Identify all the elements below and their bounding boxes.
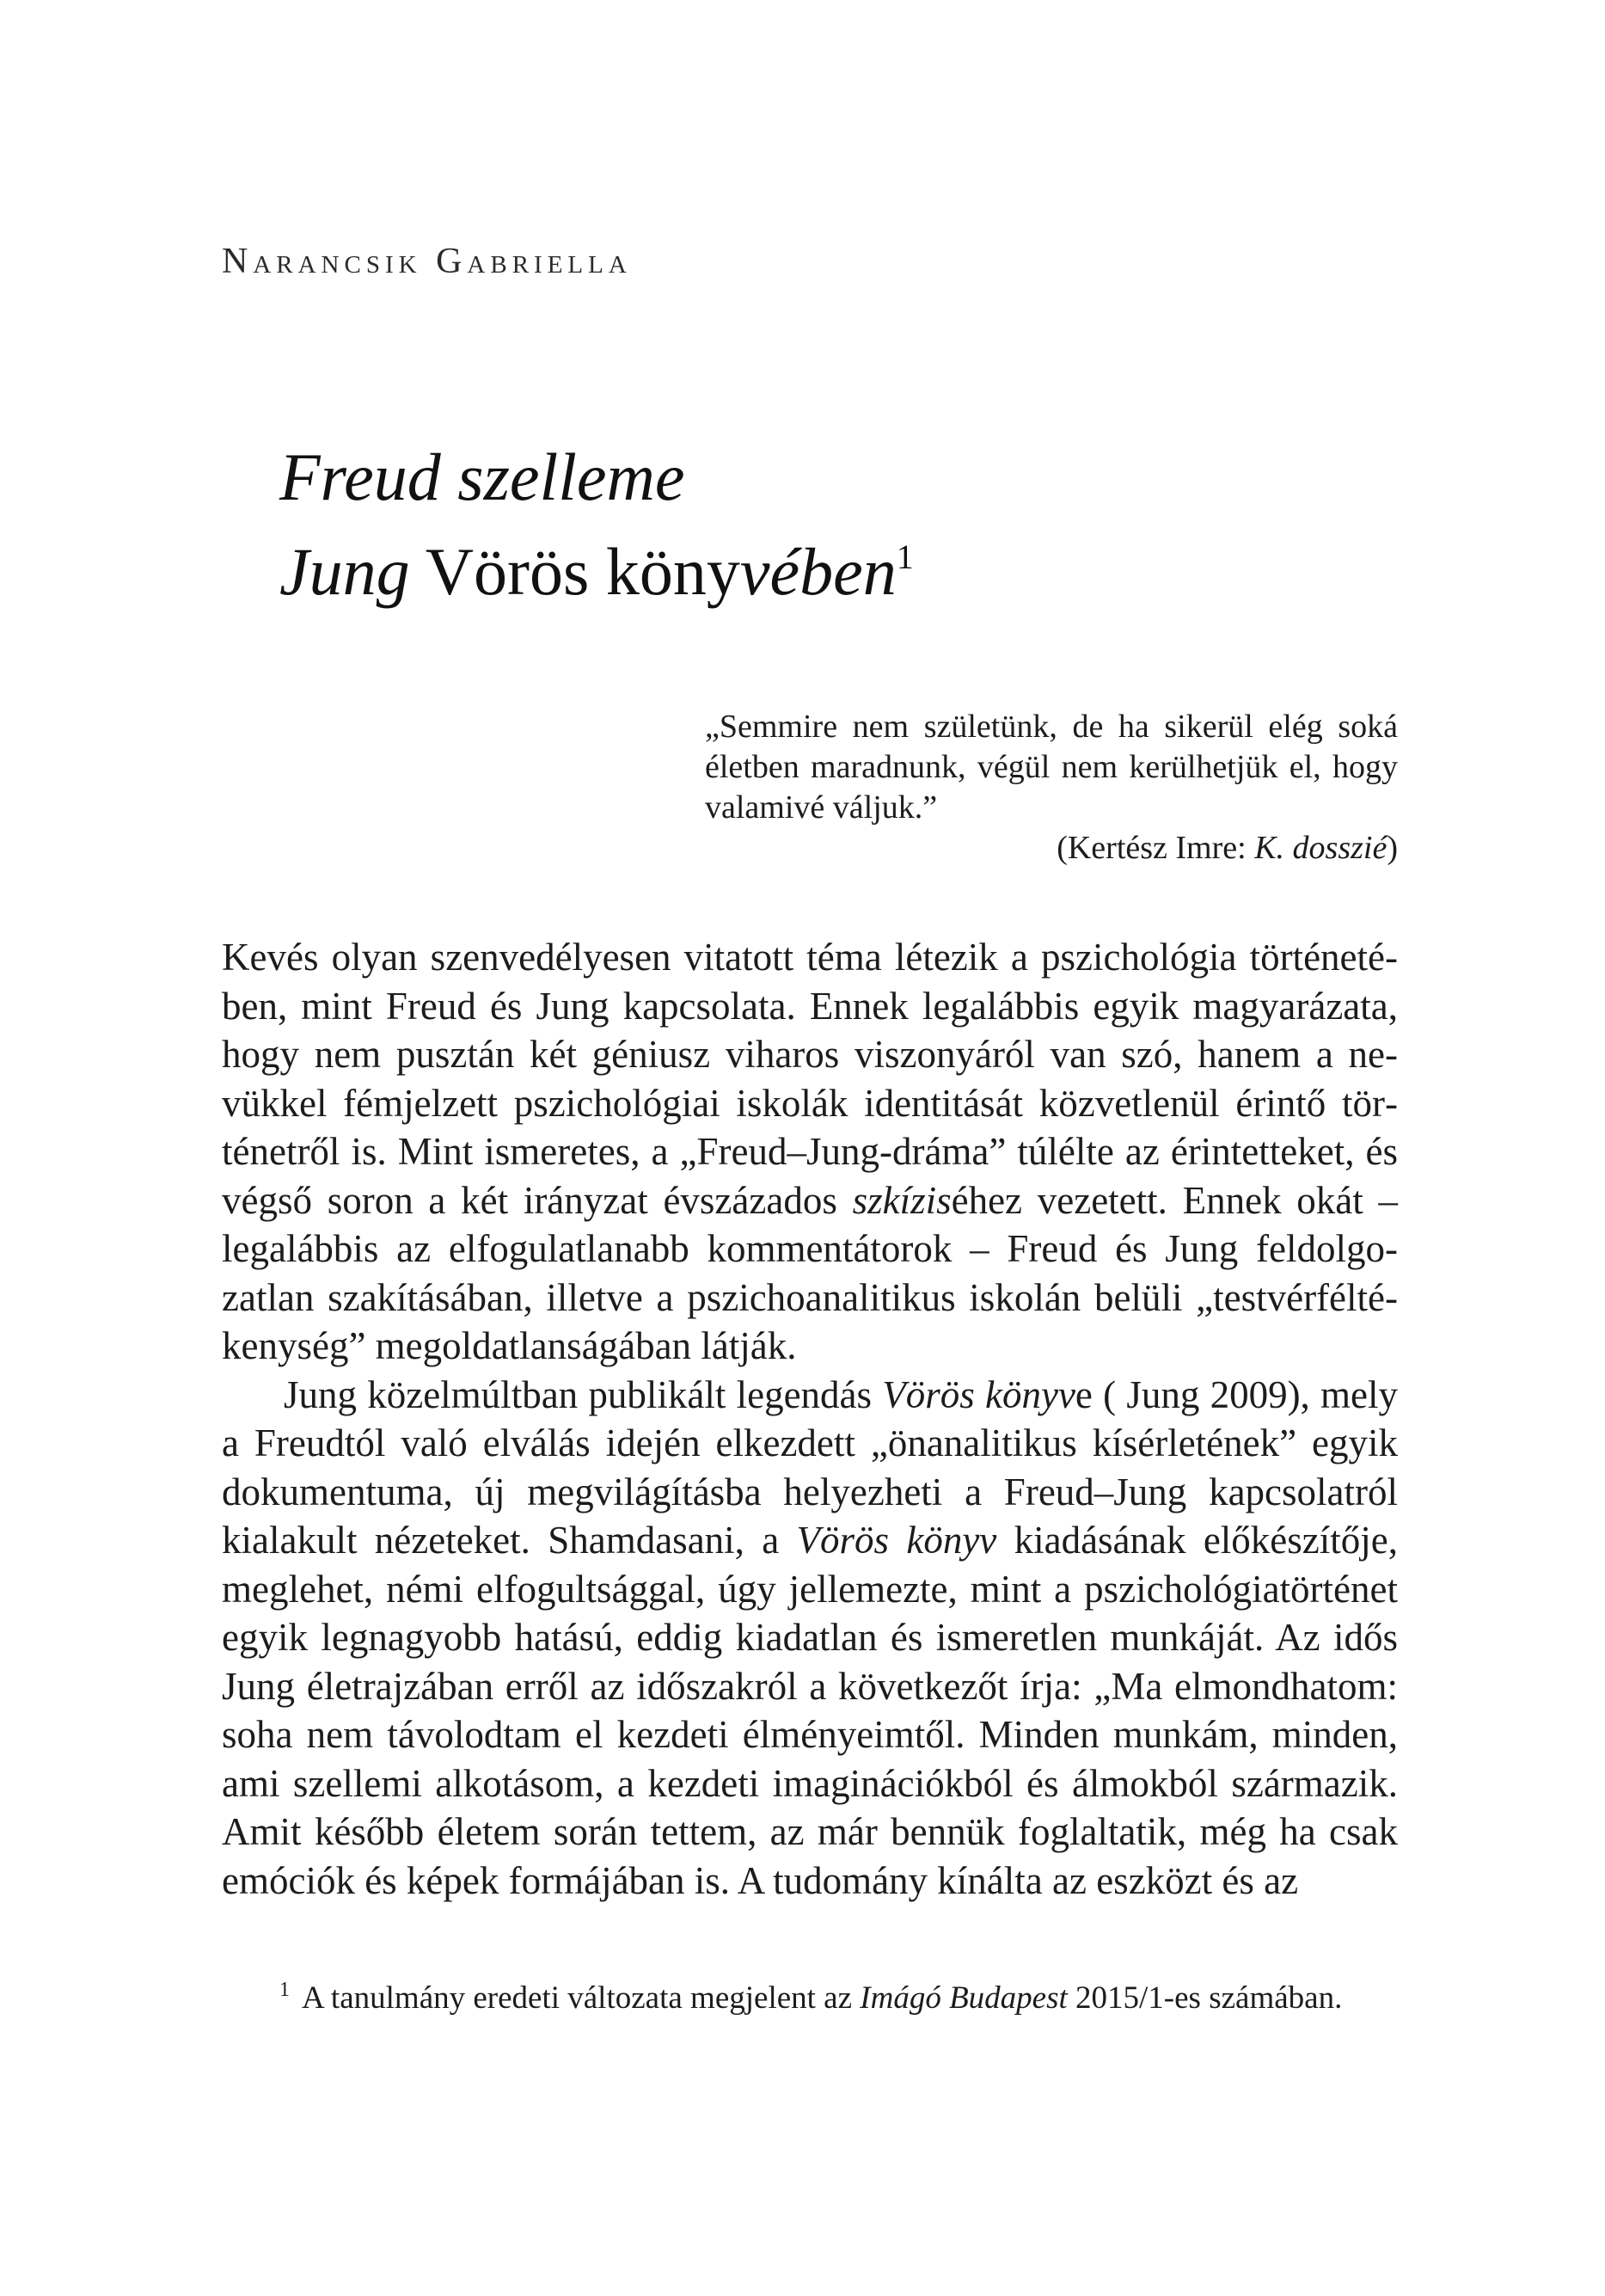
footnote: $^1$ A tanulmány eredeti változata megjelent az Imágó Budapest 2015/1-es számában.: [279, 1979, 1343, 2016]
footnote-mark: 1: [279, 1979, 290, 2001]
title-line-1: Freud szelleme: [279, 439, 685, 514]
paragraph-2: Jung közelmúltban publikált legendás Vörös könyve ( Jung 2009), mely a Freudtól való elválás idején elkezdett „önanalitikus kísérletének” egyik dokumentuma, új megvilágításba helyezheti a Freud–Jung kapcsolatról kialakult nézeteket. Shamdasani, a Vörös könyv kiadásának előkészítője, meglehet, némi elfogultsággal, úgy jellemezte, mint a pszichológiatörténet egyik legnagyobb hatású, eddig kiadatlan és ismeretlen munkáját. Az idős Jung életrajzában erről az időszakról a következőt írja: „Ma elmondhatom: soha nem távolodtam el kezdeti élményeimtől. Minden munkám, minden, ami szellemi alkotásom, a kezdeti imaginációkból és álmokból származik. Amit később életem során tettem, az már bennük foglaltatik, még ha csak emóciók és képek formájában is. A tudomány kínálta az eszközt és az: [222, 1372, 1399, 1902]
title-line-2: Jung Vörös könyvében$^1$: [279, 534, 914, 609]
epigraph-quote: „Semmire nem születünk, de ha sikerül elég soká életben maradnunk, végül nem kerülhetjük el, hogy valamivé váljuk.”: [705, 709, 1398, 826]
article-title: [279, 430, 914, 619]
epigraph: [705, 707, 1398, 869]
title-footnote-mark: 1: [896, 537, 914, 576]
paragraph-1: Kevés olyan szenvedélyesen vitatott téma létezik a pszichológia történetében, mint Freud és Jung kapcsolata. Ennek legalábbis egyik magyarázata, hogy nem pusztán két géniusz viharos viszonyáról van szó, hanem a nevükkel fémjelzett pszichológiai iskolák identitását közvetlenül érintő történetről is. Mint ismeretes, a „Freud–Jung-dráma” túlélte az érintetteket, és végső soron a két irányzat évszázados szkíziséhez vezetett. Ennek okát – legalábbis az elfogulatlanabb kommentátorok – Freud és Jung feldolgozatlan szakításában, illetve a pszichoanalitikus iskolán belüli „testvérféltékenység” megoldatlanságában látják.: [222, 936, 1399, 1367]
body-text: [222, 933, 1398, 1905]
epigraph-source: (Kertész Imre: K. dosszié): [1057, 830, 1398, 866]
author-name: Narancsik Gabriella: [222, 242, 632, 281]
